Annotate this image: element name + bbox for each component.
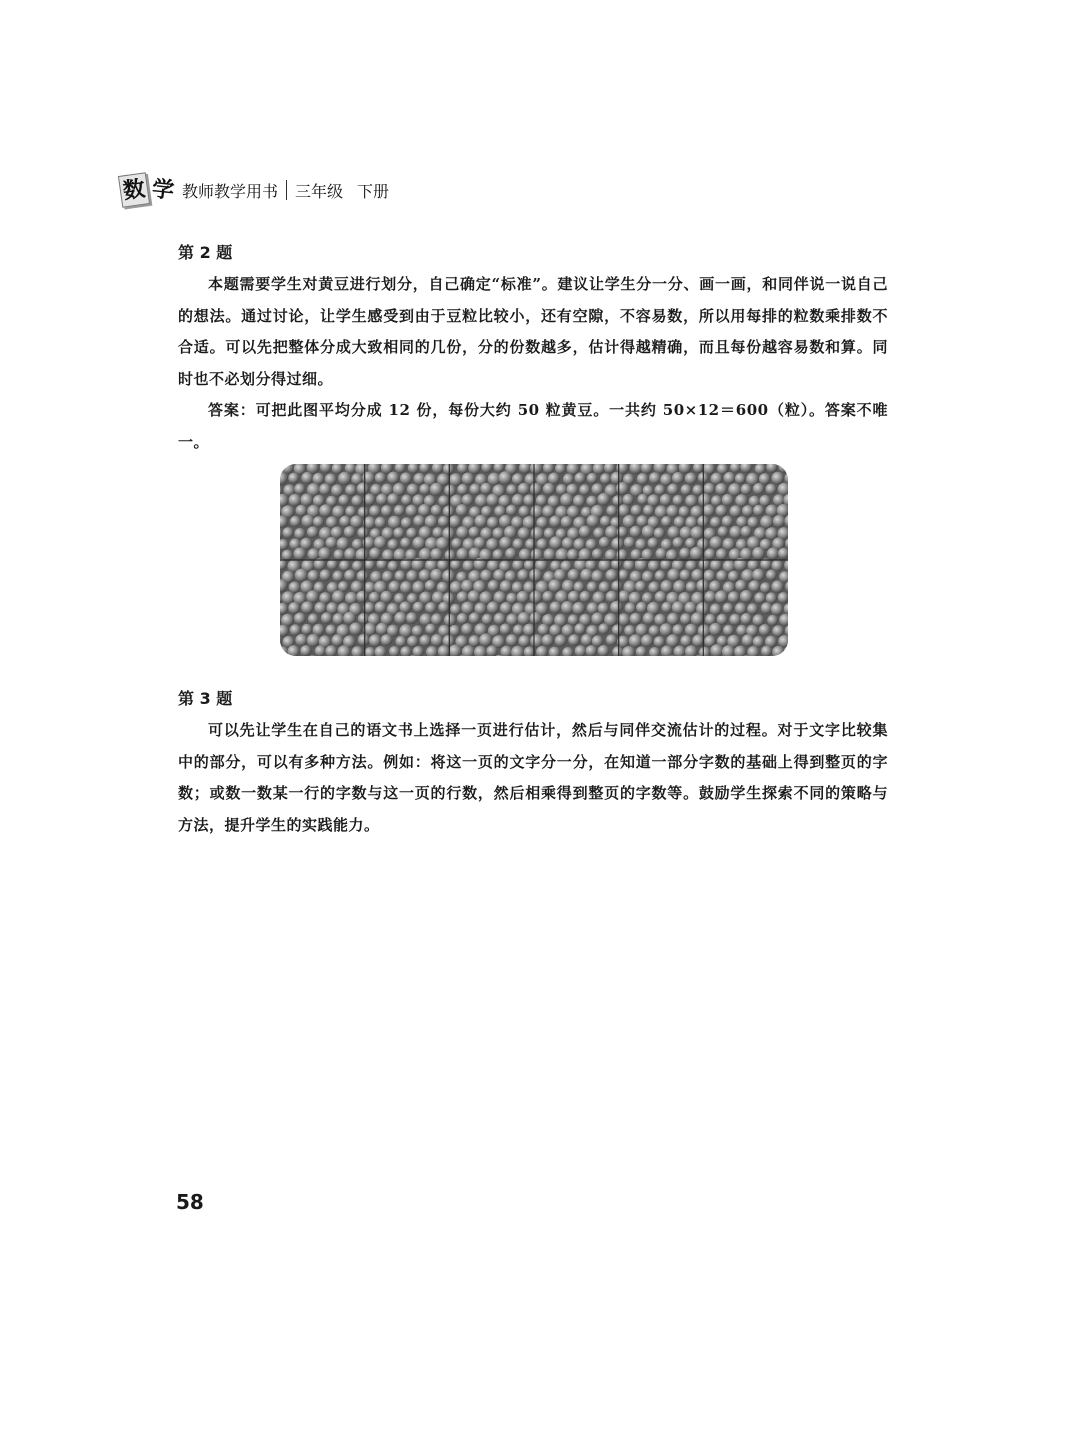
section-3-paragraph: 可以先让学生在自己的语文书上选择一页进行估计，然后与同伴交流估计的过程。对于文字比较集中的部分，可以有多种方法。例如：将这一页的文字分一分，在知道一部分字数的基础上得到整页的字数；或数一数某一行的字数与这一页的行数，然后相乘得到整页的字数等。鼓励学生探索不同的策略与方法，提升学生的实践能力。 <box>178 721 888 834</box>
section-2-paragraph: 本题需要学生对黄豆进行划分，自己确定“标准”。建议让学生分一分、画一画，和同伴说一说自己的想法。通过讨论，让学生感受到由于豆粒比较小，还有空隙，不容易数，所以用每排的粒数乘排数不合适。可以先把整体分成大致相同的几份，分的份数越多，估计得越精确，而且每份越容易数和算。同时也不必划分得过细。 <box>178 275 888 388</box>
section-3-heading: 第 3 题 <box>178 689 233 708</box>
logo-char-xue: 学 <box>150 175 176 205</box>
grade-label: 三年级 <box>295 181 344 201</box>
section-2-heading: 第 2 题 <box>178 243 233 262</box>
logo-char-shu: 数 <box>118 172 150 208</box>
page-number: 58 <box>176 1190 204 1214</box>
soybean-grid-figure <box>280 464 788 656</box>
book-title: 教师教学用书 <box>182 181 279 201</box>
soybean-image <box>280 464 788 656</box>
header-divider <box>286 180 287 200</box>
section-2 <box>178 240 888 458</box>
section-2-answer: 答案：可把此图平均分成 12 份，每份大约 50 粒黄豆。一共约 50×12＝600（粒）。答案不唯一。 <box>178 401 888 451</box>
volume-label: 下册 <box>357 181 390 201</box>
page-header <box>120 170 389 210</box>
subject-logo <box>120 174 176 206</box>
section-3 <box>178 686 888 841</box>
